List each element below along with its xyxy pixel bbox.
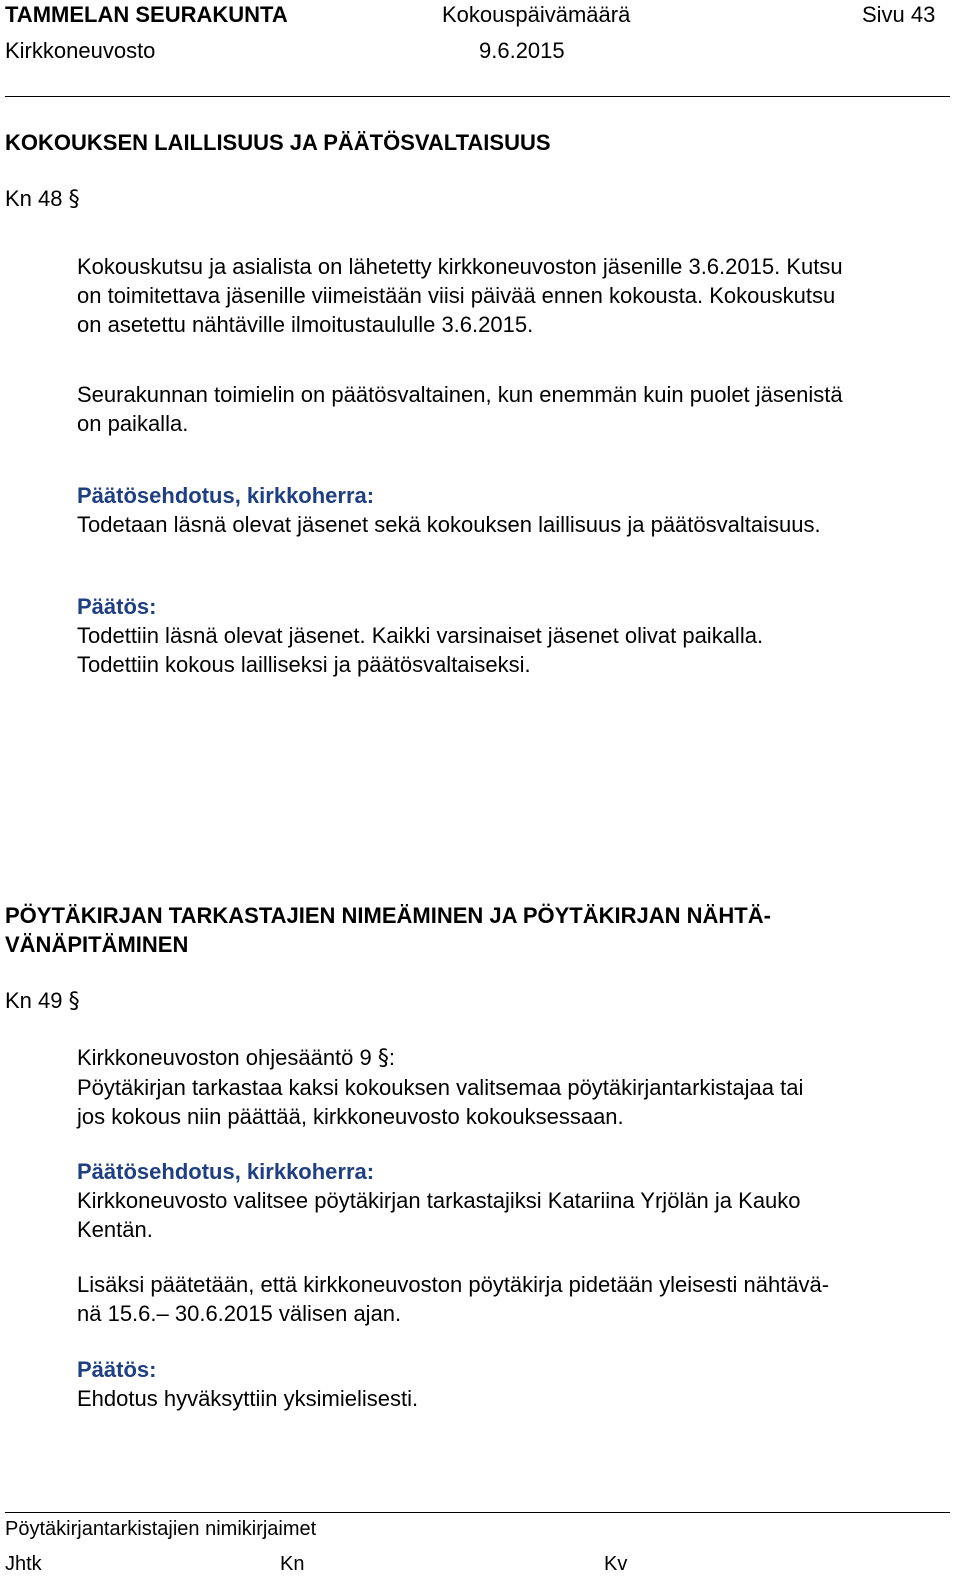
rule-reference-block: Kirkkoneuvoston ohjesääntö 9 §: Pöytäkirjan tarkastaa kaksi kokouksen valitsemaa pöytäkirjantarkistajaa tai jos kokous niin päättää, kirkkoneuvosto kokouksessaan. — [77, 1045, 804, 1129]
decision-block: Päätös: Ehdotus hyväksyttiin yksimielisesti. — [77, 1357, 419, 1411]
decision-label: Päätös: — [77, 594, 157, 619]
proposal-label: Päätösehdotus, kirkkoherra: — [77, 1159, 375, 1184]
decision-block: Päätös: Todettiin läsnä olevat jäsenet. Kaikki varsinaiset jäsenet olivat paikalla. Todettiin kokous lailliseksi ja päätösvaltaiseksi. — [77, 594, 764, 677]
section-icon: § — [377, 1046, 389, 1071]
header-rule — [5, 96, 950, 97]
proposal-block: Päätösehdotus, kirkkoherra: Todetaan läsnä olevat jäsenet sekä kokouksen laillisuus ja päätösvaltaisuus. — [77, 483, 821, 537]
paragraph: Kokouskutsu ja asialista on lähetetty kirkkoneuvoston jäsenille 3.6.2015. Kutsu on toimitettava jäsenille viimeistään viisi päivää ennen kokousta. Kokouskutsu on asetettu nähtäville ilmoitustaululle 3.6.2015. — [77, 254, 843, 337]
paragraph: Seurakunnan toimielin on päätösvaltainen, kun enemmän kuin puolet jäsenistä on paikalla. — [77, 382, 843, 436]
footer-rule — [5, 1512, 950, 1513]
meeting-date: 9.6.2015 — [479, 38, 565, 63]
section-title: KOKOUKSEN LAILLISUUS JA PÄÄTÖSVALTAISUUS — [5, 130, 551, 155]
section-title: PÖYTÄKIRJAN TARKASTAJIEN NIMEÄMINEN JA PÖYTÄKIRJAN NÄHTÄ- VÄNÄPITÄMINEN — [5, 903, 771, 957]
page-number: Sivu 43 — [862, 2, 936, 27]
section-icon: § — [68, 989, 80, 1014]
section-number: Kn 49 § — [5, 988, 80, 1014]
footer-field-kn: Kn — [280, 1553, 305, 1575]
section-number: Kn 48 § — [5, 186, 80, 212]
footer-field-jhtk: Jhtk — [5, 1553, 42, 1575]
body-name: Kirkkoneuvosto — [5, 38, 156, 63]
doc-type: Kokouspäivämäärä — [442, 2, 631, 27]
section-icon: § — [68, 187, 80, 212]
org-name: TAMMELAN SEURAKUNTA — [5, 2, 288, 27]
footer-field-kv: Kv — [604, 1553, 628, 1575]
proposal-block: Päätösehdotus, kirkkoherra: Kirkkoneuvosto valitsee pöytäkirjan tarkastajiksi Katariina Yrjölän ja Kauko Kentän. — [77, 1159, 801, 1242]
rule-reference: Kirkkoneuvoston ohjesääntö 9 — [77, 1045, 372, 1070]
decision-label: Päätös: — [77, 1357, 157, 1382]
proposal-label: Päätösehdotus, kirkkoherra: — [77, 483, 375, 508]
footer-title: Pöytäkirjantarkistajien nimikirjaimet — [5, 1518, 317, 1540]
paragraph: Lisäksi päätetään, että kirkkoneuvoston pöytäkirja pidetään yleisesti nähtävä- nä 15.6.– 30.6.2015 välisen ajan. — [77, 1272, 830, 1326]
